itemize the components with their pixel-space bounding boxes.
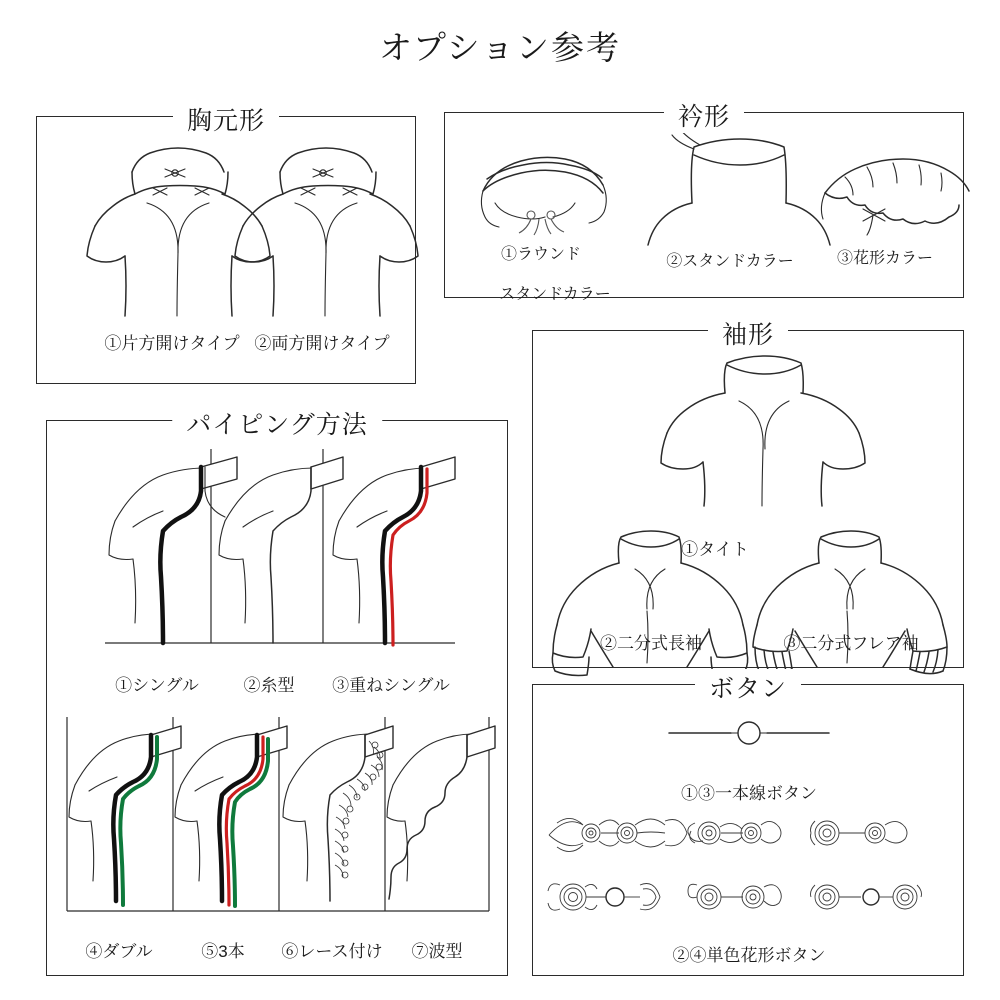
piping-caption-7: ⑦波型	[411, 942, 463, 961]
panel-piping	[46, 412, 508, 976]
panel-piping-title: パイピング方法	[172, 405, 382, 441]
panel-button-title: ボタン	[695, 669, 801, 705]
piping-caption-6: ⑥レース付け	[281, 942, 383, 961]
piping-illustration	[47, 421, 509, 977]
panel-neckline-title: 胸元形	[173, 101, 279, 137]
collar-caption-1b: スタンドカラー	[499, 286, 611, 303]
piping-caption-3: ③重ねシングル	[332, 676, 450, 695]
collar-caption-3: ③花形カラー	[836, 250, 934, 267]
neckline-caption-1: ①片方開けタイプ	[104, 334, 240, 353]
panel-collar-title: 衿形	[664, 97, 744, 133]
neckline-caption-2: ②両方開けタイプ	[254, 334, 390, 353]
page-title: オプション参考	[378, 31, 622, 67]
button-caption-2: ②④単色花形ボタン	[672, 946, 826, 965]
collar-caption-1: ①ラウンド	[500, 246, 582, 263]
panel-sleeve-title: 袖形	[708, 315, 788, 351]
panel-collar	[444, 104, 964, 303]
panel-neckline	[36, 108, 416, 384]
sleeve-illustration	[533, 331, 965, 669]
sleeve-caption-1: ①タイト	[681, 540, 749, 559]
piping-caption-2: ②糸型	[243, 676, 295, 695]
piping-caption-5: ⑤3本	[201, 942, 245, 961]
panel-button	[532, 676, 964, 976]
sleeve-caption-2: ②二分式長袖	[600, 634, 702, 653]
piping-caption-1: ①シングル	[115, 676, 199, 695]
collar-illustration	[445, 113, 965, 299]
panel-sleeve	[532, 322, 964, 668]
collar-caption-2: ②スタンドカラー	[666, 253, 794, 270]
piping-caption-4: ④ダブル	[85, 942, 153, 961]
sleeve-caption-3: ③二分式フレア袖	[783, 634, 919, 653]
button-illustration	[533, 685, 965, 977]
button-caption-1: ①③一本線ボタン	[681, 784, 817, 803]
